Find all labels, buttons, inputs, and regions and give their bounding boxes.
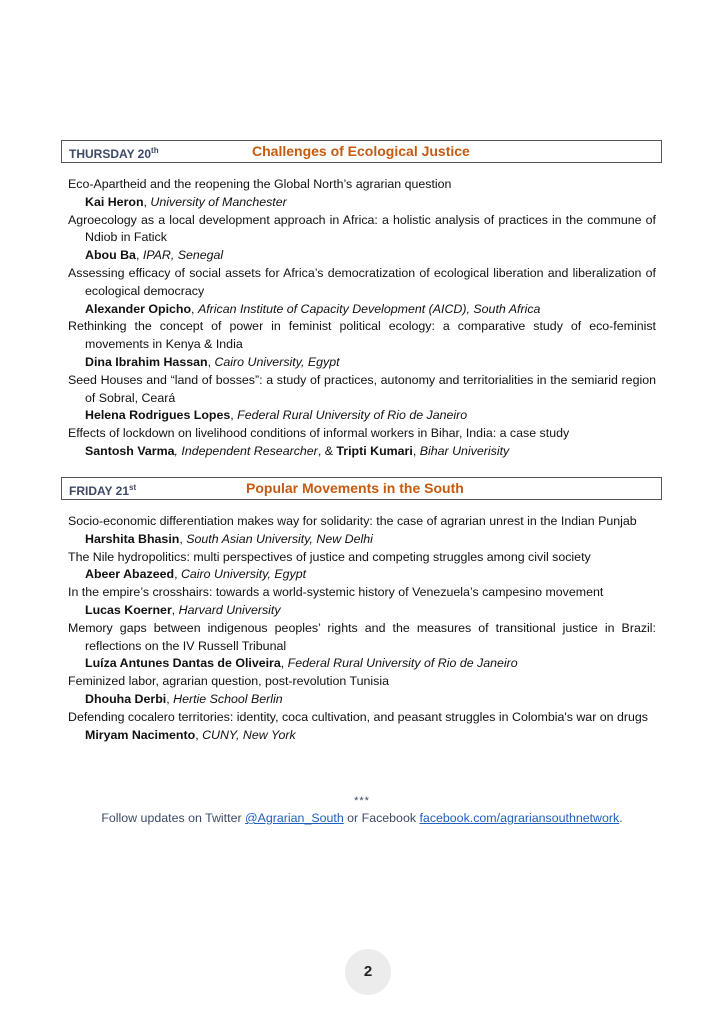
- author-affiliation: Bihar Univerisity: [419, 443, 510, 458]
- talk-author-line: Dhouha Derbi, Hertie School Berlin: [85, 691, 283, 706]
- talk-item: [68, 584, 656, 620]
- author-name: Helena Rodrigues Lopes: [85, 408, 231, 423]
- session-header: [61, 140, 662, 163]
- author-name: Lucas Koerner: [85, 602, 172, 617]
- author-affiliation: Cairo University, Egypt: [214, 354, 340, 369]
- session-friday: [61, 477, 662, 744]
- talk-item: [68, 318, 656, 371]
- session-thursday: [61, 140, 662, 461]
- talk-author-line: Luíza Antunes Dantas de Oliveira, Federal Rural University of Rio de Janeiro: [85, 656, 518, 671]
- talk-author-line: Dina Ibrahim Hassan, Cairo University, Egypt: [85, 354, 340, 369]
- author-affiliation: Federal Rural University of Rio de Janeiro: [287, 656, 518, 671]
- twitter-link[interactable]: @Agrarian_South: [245, 811, 344, 825]
- talk-title: Memory gaps between indigenous peoples’ rights and the measures of transitional justice in Brazil: reflections on the IV Russell Tribunal: [68, 620, 656, 653]
- page-number: 2: [345, 949, 391, 995]
- talk-item: [68, 212, 656, 265]
- talk-item: [68, 513, 656, 549]
- author-affiliation: African Institute of Capacity Development (AICD), South Africa: [197, 301, 541, 316]
- talk-item: [68, 372, 656, 425]
- author-affiliation: University of Manchester: [150, 194, 287, 209]
- talk-author-line: Alexander Opicho, African Institute of Capacity Development (AICD), South Africa: [85, 301, 541, 316]
- author-name: Dhouha Derbi: [85, 691, 167, 706]
- author-affiliation: Harvard University: [178, 602, 281, 617]
- talk-item: [68, 620, 656, 673]
- session-title: Challenges of Ecological Justice: [252, 143, 470, 159]
- author-affiliation: South Asian University, New Delhi: [186, 531, 373, 546]
- talk-author-line: Lucas Koerner, Harvard University: [85, 602, 281, 617]
- talk-title: Defending cocalero territories: identity, coca cultivation, and peasant struggles in Colombia's war on drugs: [68, 709, 648, 724]
- talk-title: Rethinking the concept of power in feminist political ecology: a comparative study of eco-feminist movements in Kenya & India: [68, 319, 656, 352]
- talk-title: Agroecology as a local development approach in Africa: a holistic analysis of practices in the commune of Ndiob in Fatick: [68, 212, 656, 245]
- talk-title: In the empire’s crosshairs: towards a world-systemic history of Venezuela’s campesino movement: [68, 585, 604, 600]
- author-name: Miryam Nacimento: [85, 727, 196, 742]
- talk-item: [68, 673, 656, 709]
- author-name: Dina Ibrahim Hassan: [85, 354, 208, 369]
- talk-author-line: Harshita Bhasin, South Asian University, New Delhi: [85, 531, 373, 546]
- author-affiliation: Hertie School Berlin: [173, 691, 283, 706]
- talk-item: [68, 265, 656, 318]
- talk-author-line: Abou Ba, IPAR, Senegal: [85, 248, 224, 263]
- session-day: FRIDAY 21st: [69, 483, 137, 498]
- talk-item: [68, 425, 656, 461]
- talk-title: Feminized labor, agrarian question, post-revolution Tunisia: [68, 674, 389, 689]
- talk-title: Socio-economic differentiation makes way for solidarity: the case of agrarian unrest in the Indian Punjab: [68, 514, 637, 528]
- talk-title: The Nile hydropolitics: multi perspectives of justice and competing struggles among civil society: [68, 549, 591, 564]
- talk-item: [68, 709, 656, 745]
- talk-author-line: Miryam Nacimento, CUNY, New York: [85, 727, 296, 742]
- talk-title: Eco-Apartheid and the reopening the Global North’s agrarian question: [68, 177, 452, 191]
- session-title: Popular Movements in the South: [246, 480, 464, 496]
- session-day: THURSDAY 20th: [69, 146, 159, 161]
- author-name: Harshita Bhasin: [85, 531, 180, 546]
- talk-title: Seed Houses and “land of bosses”: a study of practices, autonomy and territorialities in the semiarid region of Sobral, Ceará: [68, 372, 656, 405]
- talk-item: [68, 549, 656, 585]
- talk-author-line: Kai Heron, University of Manchester: [85, 194, 287, 209]
- author-name: Luíza Antunes Dantas de Oliveira: [85, 656, 281, 671]
- talk-author-line: Abeer Abazeed, Cairo University, Egypt: [85, 567, 307, 582]
- author-name: Tripti Kumari: [336, 443, 413, 458]
- author-name: Abou Ba: [85, 248, 136, 263]
- author-name: Santosh Varma: [85, 443, 175, 458]
- talk-list: [61, 500, 662, 744]
- talk-list: [61, 163, 662, 461]
- author-name: Abeer Abazeed: [85, 567, 175, 582]
- author-affiliation: CUNY, New York: [202, 727, 296, 742]
- facebook-link[interactable]: facebook.com/agrariansouthnetwork: [419, 811, 620, 825]
- talk-item: [68, 176, 656, 212]
- session-header: [61, 477, 662, 500]
- author-affiliation: Cairo University, Egypt: [180, 567, 307, 582]
- author-name: Alexander Opicho: [85, 301, 192, 316]
- author-name: Kai Heron: [85, 194, 144, 209]
- author-affiliation: IPAR, Senegal: [142, 248, 224, 263]
- separator-stars: ***: [354, 795, 370, 807]
- author-affiliation: Federal Rural University of Rio de Janeiro: [237, 408, 468, 423]
- talk-author-line: Helena Rodrigues Lopes, Federal Rural University of Rio de Janeiro: [85, 408, 468, 423]
- author-affiliation: , Independent Researcher: [174, 443, 318, 458]
- follow-line: Follow updates on Twitter @Agrarian_South or Facebook facebook.com/agrariansouthnetwork.: [101, 811, 623, 825]
- talk-title: Effects of lockdown on livelihood conditions of informal workers in Bihar, India: a case study: [68, 426, 570, 441]
- footer: [0, 795, 724, 825]
- talk-title: Assessing efficacy of social assets for Africa’s democratization of ecological liberation and liberalization of ecological democracy: [68, 265, 656, 298]
- talk-author-line: Santosh Varma, Independent Researcher, & Tripti Kumari, Bihar Univerisity: [85, 443, 510, 458]
